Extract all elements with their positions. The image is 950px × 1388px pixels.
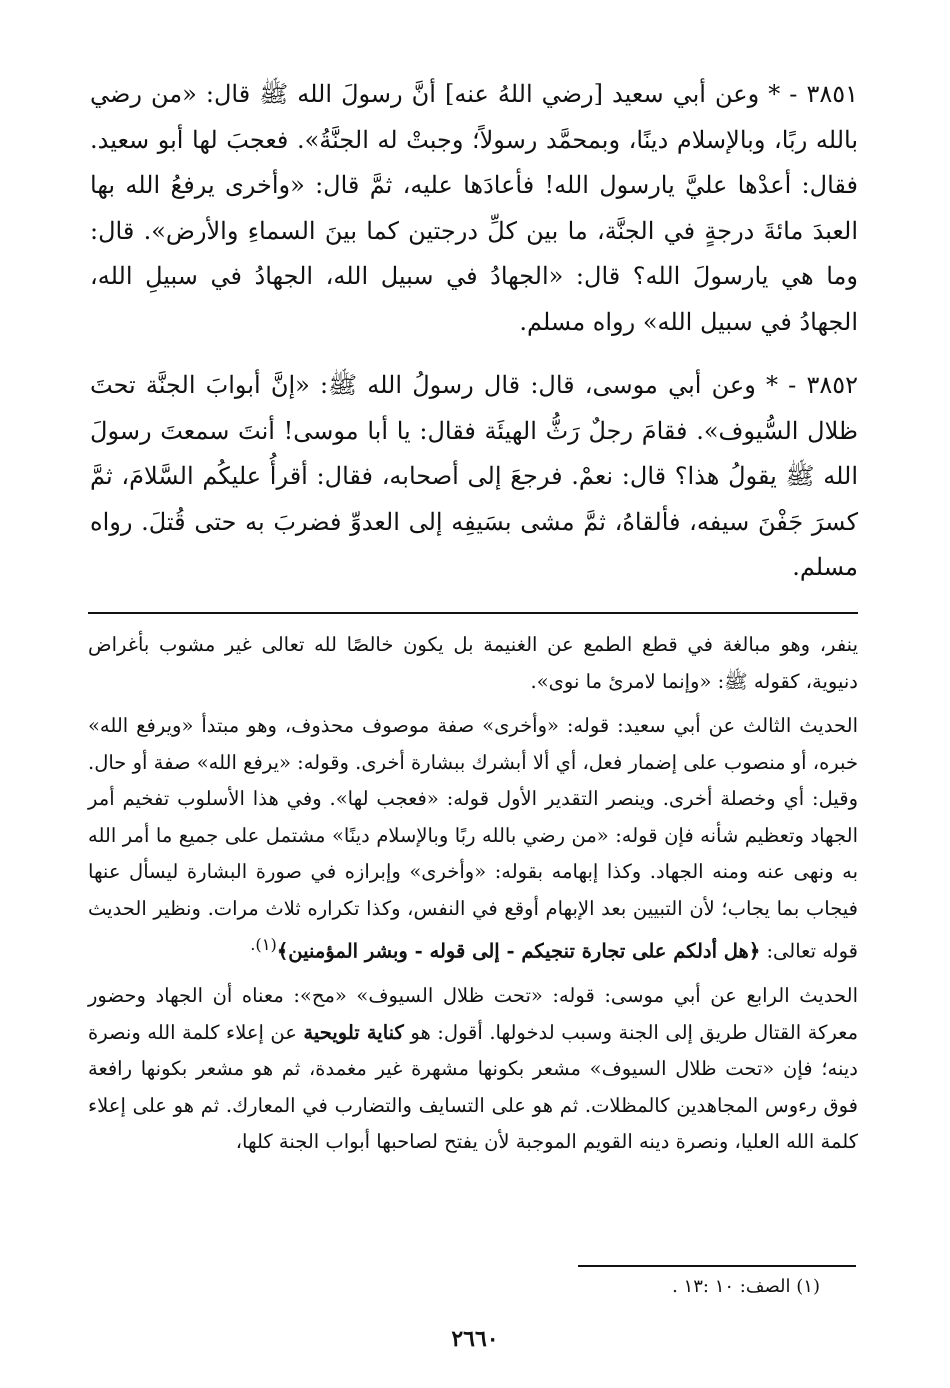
commentary-section bbox=[88, 627, 858, 1161]
hadith-text: * وعن أبي سعيد [رضي اللهُ عنه] أنَّ رسولَ الله ﷺ قال: «من رضي بالله ربًا، وبالإسلام دينًا، وبمحمَّد رسولاً؛ وجبتْ له الجنَّةُ». فعجبَ لها أبو سعيد. فقال: أعدْها عليَّ يارسول الله! فأعادَها عليه، ثمَّ قال: «وأخرى يرفعُ الله بها العبدَ مائةَ درجةٍ في الجنَّة، ما بين كلِّ درجتين كما بينَ السماءِ والأرض». قال: وما هي يارسولَ الله؟ قال: «الجهادُ في سبيل الله، الجهادُ في سبيلِ الله، الجهادُ في سبيل الله» رواه مسلم. bbox=[90, 80, 858, 336]
commentary-text: الحديث الثالث عن أبي سعيد: قوله: «وأخرى» صفة موصوف محذوف، وهو مبتدأ «ويرفع الله» خبره، أو منصوب على إضمار فعل، أي ألا أبشرك ببشارة أخرى. وقوله: «يرفع الله» صفة أو حال. وقيل: أي وخصلة أخرى. وينصر التقدير الأول قوله: «فعجب لها». وفي هذا الأسلوب تفخيم أمر الجهاد وتعظيم شأنه فإن قوله: «من رضي بالله ربًا وبالإسلام دينًا» مشتمل على جميع ما أمر الله به ونهى عنه ومنه الجهاد. وكذا إبهامه بقوله: «وأخرى» وإبرازه في صورة البشارة ليسأل عنها فيجاب بما يجاب؛ لأن التبيين بعد الإبهام أوقع في النفس، وكذا تكراره ثلاث مرات. ونظير الحديث قوله تعالى: bbox=[88, 714, 858, 963]
page-number: ٢٦٦٠ bbox=[451, 1326, 499, 1352]
hadith-number: ٣٨٥١ - bbox=[789, 80, 858, 108]
quran-quote: ﴿هل أدلكم على تجارة تنجيكم - إلى قوله - وبشر المؤمنين﴾ bbox=[276, 939, 761, 963]
hadith-3851 bbox=[90, 72, 858, 345]
commentary-text: عن إعلاء كلمة الله ونصرة دينه؛ فإن «تحت ظلال السيوف» مشعر بكونها مشهرة غير مغمدة، ثم هو مشعر بكونها رافعة فوق رءوس المجاهدين كالمظلات. ثم هو على التسايف والتضارب في المعارك. ثم هو على إعلاء كلمة الله العليا، ونصرة دينه القويم الموجبة لأن يفتح لصاحبها أبواب الجنة كلها، bbox=[88, 1020, 858, 1153]
footnote: (١) الصف: ١٠ :١٣ . bbox=[672, 1276, 820, 1297]
hadith-3852 bbox=[90, 363, 858, 591]
hadith-main-text bbox=[90, 72, 858, 591]
hadith-text: * وعن أبي موسى، قال: قال رسولُ الله ﷺ: «إنَّ أبوابَ الجنَّة تحتَ ظلال السُّيوف». فقامَ رجلٌ رَثُّ الهيئَة فقال: يا أبا موسى! أنتَ سمعتَ رسولَ الله ﷺ يقولُ هذا؟ قال: نعمْ. فرجعَ إلى أصحابه، فقال: أقرأُ عليكُم السَّلامَ، ثمَّ كسرَ جَفْنَ سيفه، فألقاهُ، ثمَّ مشى بسَيفِه إلى العدوِّ فضربَ به حتى قُتلَ. رواه مسلم. bbox=[90, 371, 858, 581]
footnote-divider bbox=[578, 1265, 856, 1267]
footnote-ref: (١). bbox=[250, 935, 277, 954]
commentary-divider bbox=[88, 612, 858, 614]
commentary-paragraph: ينفر، وهو مبالغة في قطع الطمع عن الغنيمة بل يكون خالصًا لله تعالى غير مشوب بأغراض دنيوية، كقوله ﷺ: «وإنما لامرئ ما نوى». bbox=[88, 633, 858, 693]
commentary-text: الحديث الرابع عن أبي موسى: قوله: «تحت ظلال السيوف» «مح»: معناه أن الجهاد وحضور معركة القتال طريق إلى الجنة وسبب لدخولها. أقول: هو bbox=[88, 984, 859, 1044]
commentary-paragraph bbox=[88, 978, 858, 1161]
bold-term: كناية تلويحية bbox=[303, 1020, 404, 1044]
hadith-number: ٣٨٥٢ - bbox=[788, 371, 859, 399]
commentary-paragraph bbox=[88, 708, 858, 970]
